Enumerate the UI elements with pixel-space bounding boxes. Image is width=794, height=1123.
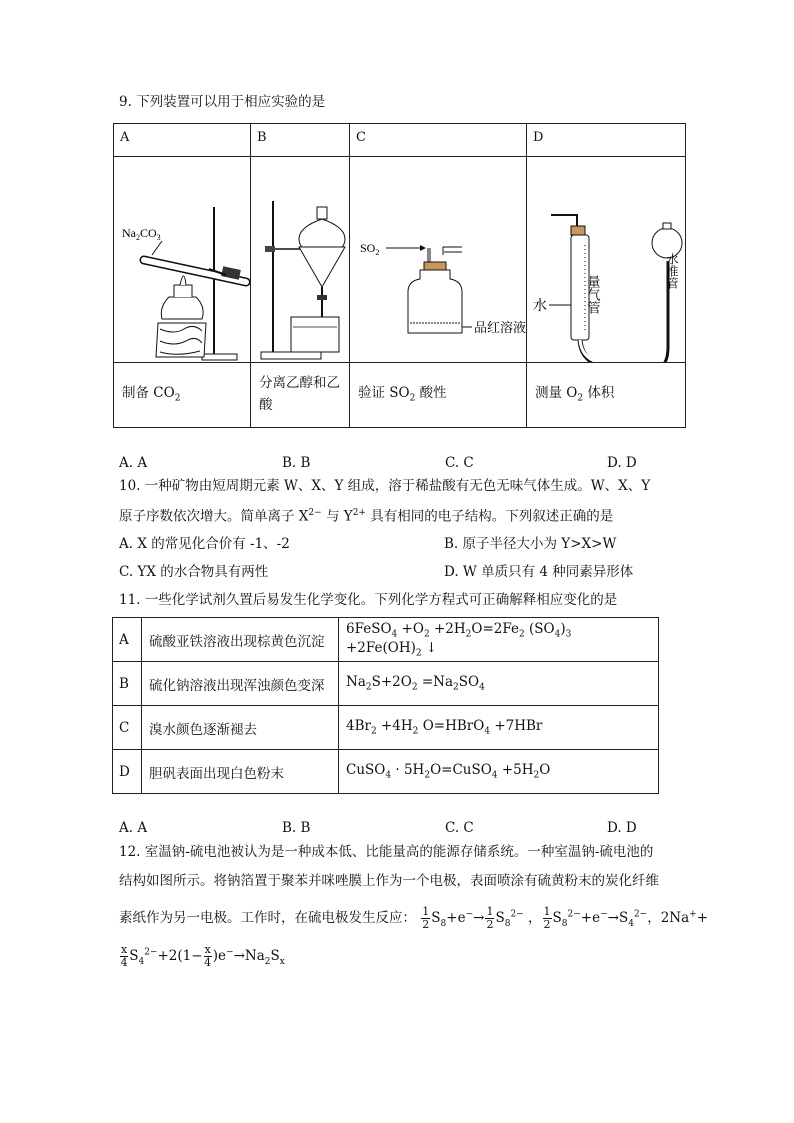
heating-apparatus-diagram (114, 157, 250, 362)
table-row (113, 662, 659, 706)
table-row (113, 750, 659, 794)
q9-choice-d[interactable]: D. D (607, 455, 637, 471)
q11-choice-c[interactable]: C. C (445, 820, 474, 836)
table-row (113, 618, 659, 662)
separatory-funnel-diagram (251, 157, 349, 362)
q10-option-a[interactable]: A. X 的常见化合价有 -1、-2 (119, 536, 290, 552)
svg-text:水: 水 (533, 299, 547, 314)
caption-d: 测量 $O_2$ 体积 (527, 363, 686, 428)
svg-text:品红溶液: 品红溶液 (474, 320, 526, 335)
q11-stem: 11. 一些化学试剂久置后易发生化学变化。下列化学方程式可正确解释相应变化的是 (119, 592, 618, 608)
apparatus-c-figure (350, 157, 527, 363)
q9-choice-b[interactable]: B. B (282, 455, 311, 471)
q10-line2: 原子序数依次增大。简单离子 $X^{2-}$ 与 $Y^{2+}$ 具有相同的电子结构。下列叙述正确的是 (119, 508, 614, 525)
q10-line1: 10. 一种矿物由短周期元素 W、X、Y 组成，溶于稀盐酸有无色无味气体生成。W、X、Y (119, 478, 651, 494)
gas-bottle-diagram (350, 157, 526, 362)
q10-option-b[interactable]: B. 原子半径大小为 Y>X>W (444, 536, 617, 552)
row-equation: CuSO$_4$ · $5H_2O=CuSO_4 +5H_2O$ (339, 750, 659, 794)
gas-burette-diagram (527, 157, 685, 362)
col-b-header: B (251, 124, 350, 157)
row-letter: B (113, 662, 142, 706)
q12-line1: 12. 室温钠-硫电池被认为是一种成本低、比能量高的能源存储系统。一种室温钠-硫电池的 (119, 844, 654, 860)
caption-b: 分离乙醇和乙酸 (251, 363, 350, 428)
apparatus-table (113, 123, 686, 428)
col-c-header: C (350, 124, 527, 157)
row-description: 溴水颜色逐渐褪去 (142, 706, 339, 750)
q11-choice-a[interactable]: A. A (119, 820, 148, 836)
row-description: 胆矾表面出现白色粉末 (142, 750, 339, 794)
q11-choice-b[interactable]: B. B (282, 820, 311, 836)
q9-choice-a[interactable]: A. A (119, 455, 148, 471)
q9-stem: 9. 下列装置可以用于相应实验的是 (119, 94, 326, 110)
q12-line3: 素纸作为另一电极。工作时，在硫电极发生反应： $\frac{1}{2}$ $S_8+e^-\to$ $\frac{1}{2}$ $S_8^{2-}$ ， $\frac{1}{2}$ $S_8^{2-}+e^-\to S_4^{2-}$，2Na++ (119, 905, 709, 932)
svg-text:量气管: 量气管 (585, 275, 601, 314)
row-equation: $Na_2S+2O_2 =Na_2SO_4$ (339, 662, 659, 706)
table-row (113, 706, 659, 750)
col-d-header: D (527, 124, 686, 157)
apparatus-a-figure (114, 157, 251, 363)
row-equation: $4Br_2 +4H_2$ O=HBrO$_4$ +7HBr (339, 706, 659, 750)
svg-text:Na2CO3: $Na_2CO_3$ (122, 226, 161, 242)
svg-text:水准管: 水准管 (665, 253, 679, 289)
row-letter: A (113, 618, 142, 662)
row-equation: 6FeSO$_4$ $+O_2 +2H_2O=2Fe_2$ $(SO_4)_3 +2Fe(OH)_2$ ↓ (339, 618, 659, 662)
row-description: 硫酸亚铁溶液出现棕黄色沉淀 (142, 618, 339, 662)
equation-table (112, 617, 659, 794)
apparatus-b-figure (251, 157, 350, 363)
apparatus-d-figure (527, 157, 686, 363)
q10-option-c[interactable]: C. YX 的水合物具有两性 (119, 564, 269, 580)
svg-text:SO2: $SO_2$ (360, 241, 380, 257)
row-letter: C (113, 706, 142, 750)
q11-choice-d[interactable]: D. D (607, 820, 637, 836)
col-a-header: A (114, 124, 251, 157)
q12-line4: $\frac{x}{4}$ $S_4^{2-}+2(1-$ $\frac{x}{4}$ )$e^-\to Na_2S_x$ (120, 943, 285, 970)
caption-c: 验证 $SO_2$ 酸性 (350, 363, 527, 428)
row-description: 硫化钠溶液出现浑浊颜色变深 (142, 662, 339, 706)
caption-a: 制备 $CO_2$ (114, 363, 251, 428)
q12-line2: 结构如图所示。将钠箔置于聚苯并咪唑膜上作为一个电极，表面喷涂有硫黄粉末的炭化纤维 (119, 873, 659, 889)
row-letter: D (113, 750, 142, 794)
q10-option-d[interactable]: D. W 单质只有 4 种同素异形体 (444, 564, 634, 580)
q9-choice-c[interactable]: C. C (445, 455, 474, 471)
